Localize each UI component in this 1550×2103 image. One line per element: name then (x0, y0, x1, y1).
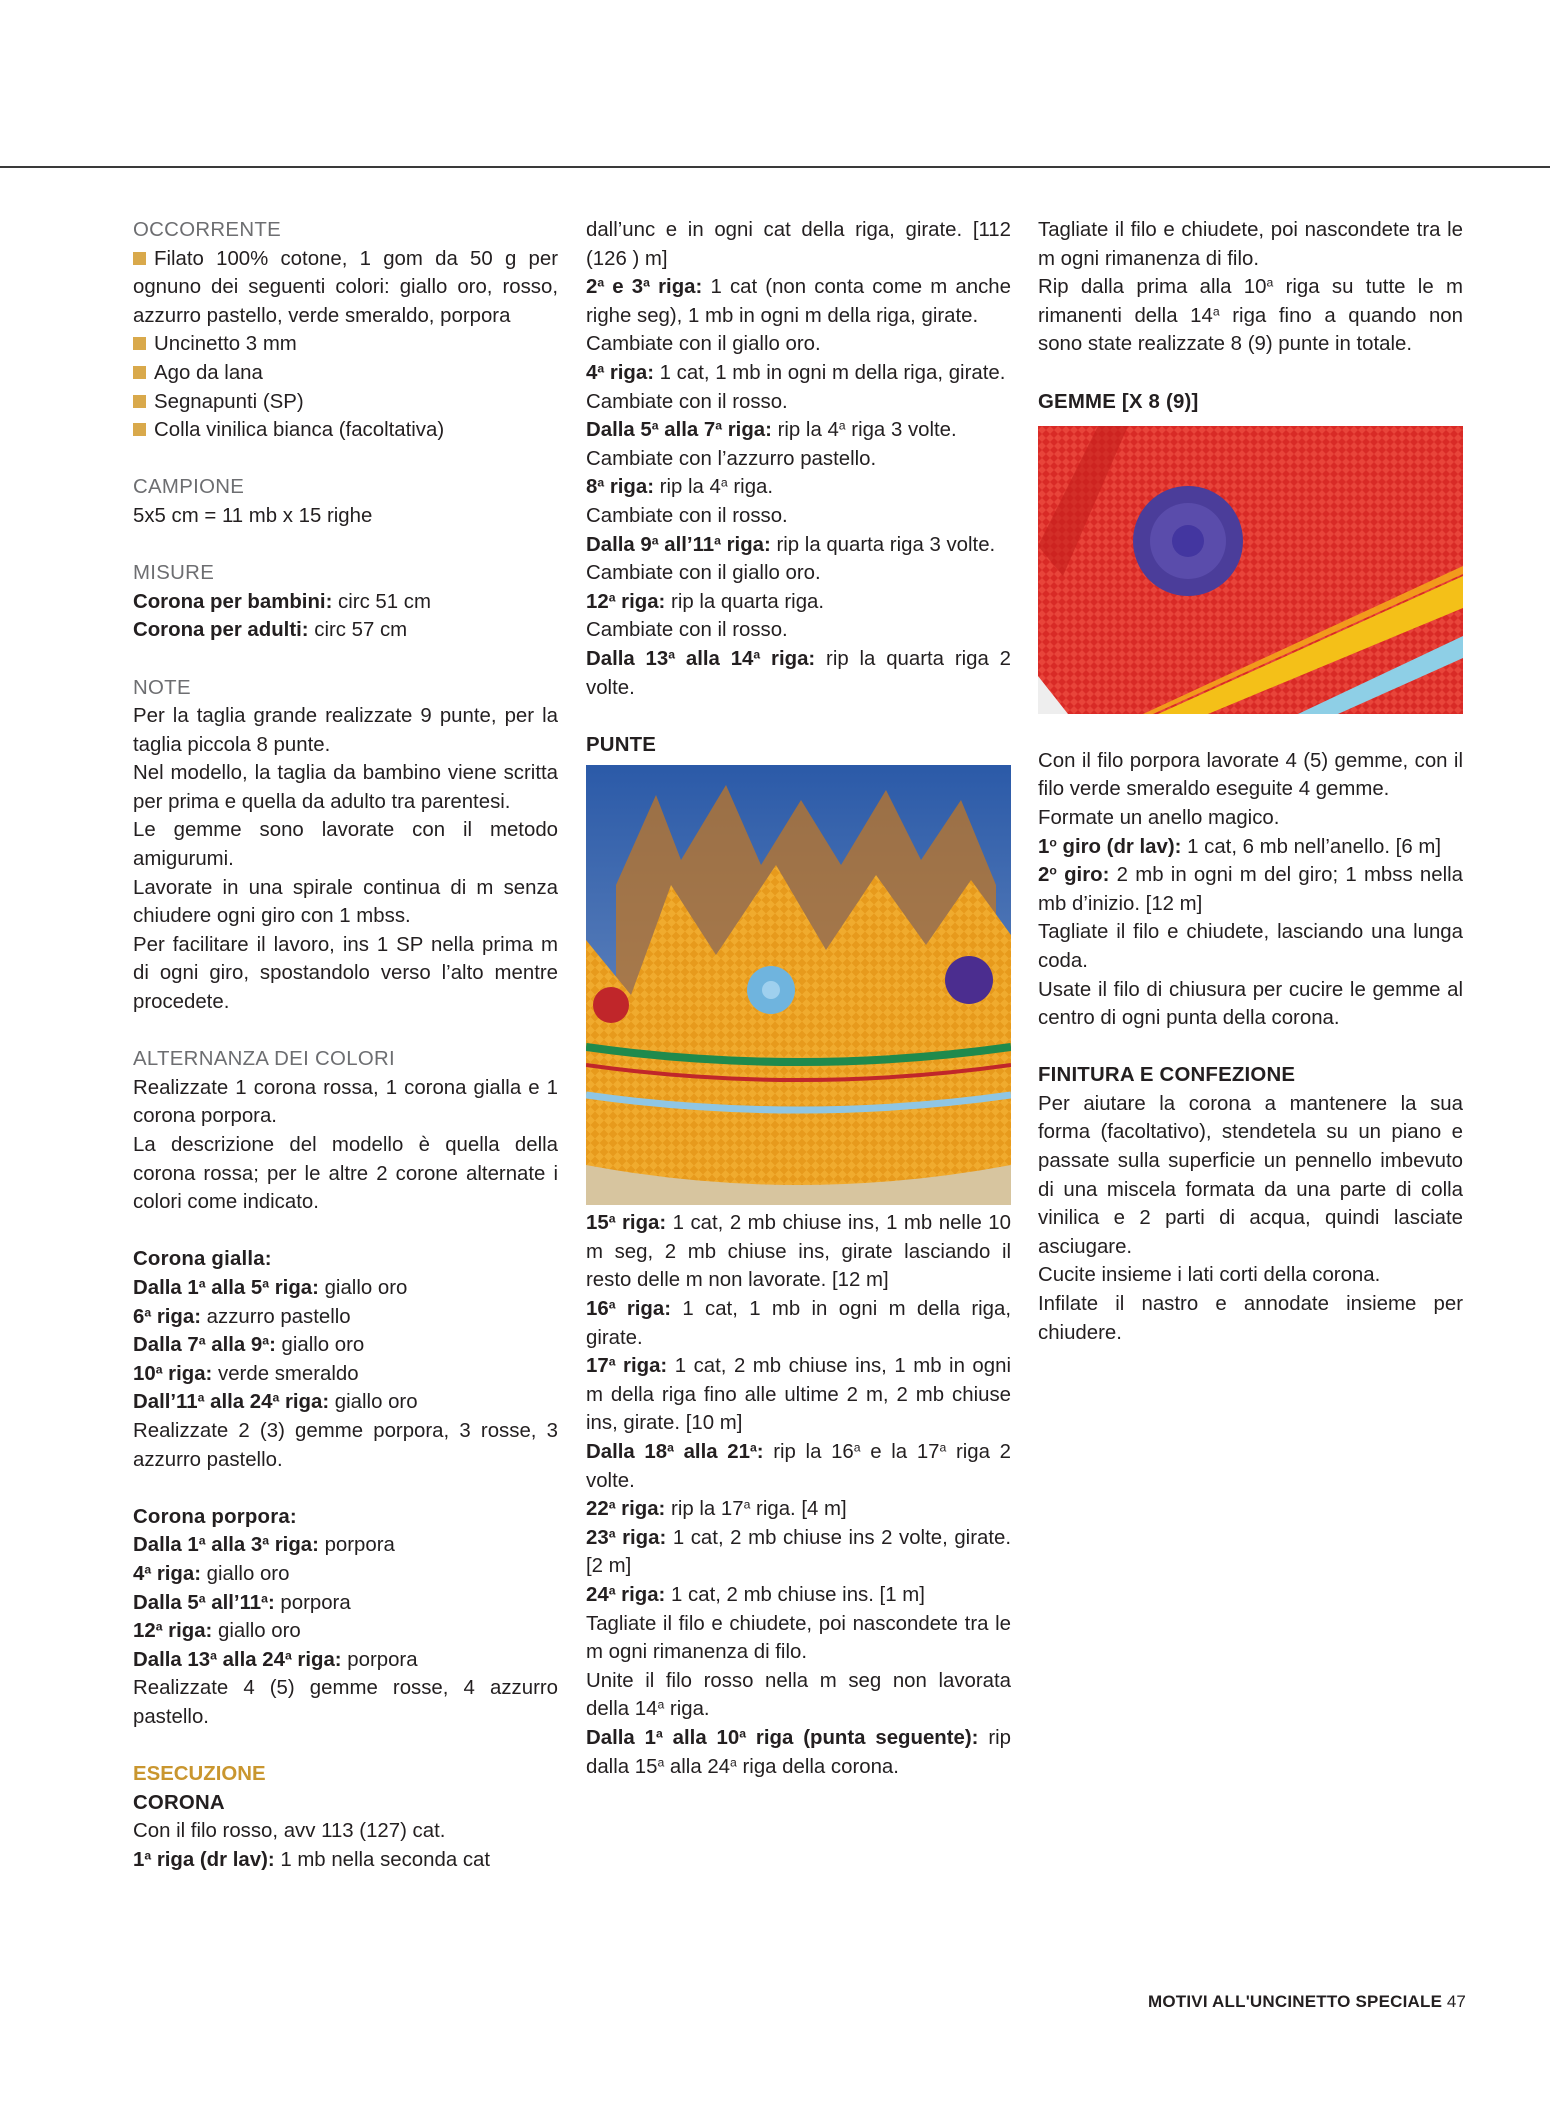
corona-porpora-title: Corona porpora: (133, 1505, 297, 1528)
square-bullet-icon (133, 395, 146, 408)
instruction-row: 12$^a$ riga: giallo oro (133, 1619, 301, 1643)
esecuzione-text: Con il filo rosso, avv 113 (127) cat. (133, 1820, 446, 1843)
list-item: Segnapunti (SP) (133, 388, 558, 417)
instruction-row: 10$^a$ riga: verde smeraldo (133, 1362, 359, 1385)
page-number: 47 (1446, 1992, 1466, 2011)
gemme-text: Tagliate il filo e chiudete, lasciando una lunga coda. (1038, 921, 1463, 972)
section-title-finitura: FINITURA E CONFEZIONE (1038, 1064, 1296, 1087)
instruction-row: 1$^o$ giro (dr lav): 1 cat, 6 mb nell’anello. [6 m] (1038, 834, 1441, 858)
instruction-row: Dalla 1$^a$ alla 10$^a$ riga (punta seguente): rip dalla 15$^a$ alla 24$^a$ riga della corona. (586, 1726, 1012, 1778)
instruction-row: Dalla 13$^a$ alla 14$^a$ riga: rip la quarta riga 2 volte. (586, 647, 1011, 699)
section-title-gemme: GEMME [X 8 (9)] (1038, 390, 1199, 413)
gemme-text: Con il filo porpora lavorate 4 (5) gemme, con il filo verde smeraldo eseguite 4 gemme. (1038, 749, 1463, 801)
section-title-esecuzione: ESECUZIONE (133, 1763, 266, 1786)
instruction-row: 15$^a$ riga: 1 cat, 2 mb chiuse ins, 1 mb nelle 10 m seg, 2 mb chiuse ins, girate lasciando il resto delle m non lavorate. [12 m] (586, 1211, 1011, 1292)
instruction-row: Dalla 1$^a$ alla 5$^a$ riga: giallo oro (133, 1276, 408, 1299)
subsection-title-corona: CORONA (133, 1791, 225, 1814)
crown-photo (586, 765, 1011, 1205)
gemme-text: Formate un anello magico. (1038, 806, 1280, 829)
instruction-row: 23$^a$ riga: 1 cat, 2 mb chiuse ins 2 volte, girate. [2 m] (586, 1526, 1011, 1578)
square-bullet-icon (133, 337, 146, 350)
instruction-row: 8$^a$ riga: rip la 4$^a$ riga. (586, 475, 774, 499)
alternanza-paragraph: La descrizione del modello è quella della corona rossa; per le altre 2 corone alternate i colori come indicato. (133, 1134, 558, 1214)
instruction-row: 2$^o$ giro: 2 mb in ogni m del giro; 1 mbss nella mb d’inizio. [12 m] (1038, 863, 1463, 915)
finitura-text: Per aiutare la corona a mantenere la sua forma (facoltativo), stendetela su un piano e passate sulla superficie un pennello imbevuto di una miscela formata da una parte di colla vinilica e 2 parti di acqua, quindi lasciate asciugare. (1038, 1092, 1463, 1258)
list-item: Uncinetto 3 mm (133, 330, 558, 359)
instruction-row: 6$^a$ riga: azzurro pastello (133, 1304, 351, 1328)
section-title-punte: PUNTE (586, 733, 657, 756)
instruction-row: Dalla 1$^a$ alla 3$^a$ riga: porpora (133, 1533, 395, 1557)
instruction-text: Rip dalla prima alla 10$^a$ riga su tutte le m rimanenti della 14$^a$ riga fino a quando non sono state realizzate 8 (9) punte in totale. (1038, 275, 1463, 356)
instruction-row: Dalla 9$^a$ all’11$^a$ riga: rip la quarta riga 3 volte. (586, 532, 996, 556)
instruction-row: 2$^a$ e 3$^a$ riga: 1 cat (non conta come m anche righe seg), 1 mb in ogni m della riga, girate. (586, 275, 1011, 327)
instruction-row: Dalla 18$^a$ alla 21$^a$: rip la 16$^a$ e la 17$^a$ riga 2 volte. (586, 1440, 1011, 1492)
corona-gialla-note: Realizzate 2 (3) gemme porpora, 3 rosse, 3 azzurro pastello. (133, 1419, 558, 1471)
page-footer (1148, 1992, 1466, 2012)
list-item: Ago da lana (133, 359, 558, 388)
note-paragraph: Per la taglia grande realizzate 9 punte, per la taglia piccola 8 punte. (133, 705, 558, 756)
instruction-row: 12$^a$ riga: rip la quarta riga. (586, 590, 825, 613)
square-bullet-icon (133, 252, 146, 265)
alternanza-paragraph: Realizzate 1 corona rossa, 1 corona gialla e 1 corona porpora. (133, 1076, 558, 1128)
color-change: Cambiate con l’azzurro pastello. (586, 447, 877, 470)
section-title-campione: CAMPIONE (133, 476, 245, 499)
color-change: Cambiate con il rosso. (586, 390, 788, 413)
note-paragraph: Lavorate in una spirale continua di m senza chiudere ogni giro con 1 mbss. (133, 876, 558, 928)
color-change: Cambiate con il giallo oro. (586, 562, 821, 585)
instruction-row: 22$^a$ riga: rip la 17$^a$ riga. [4 m] (586, 1497, 847, 1521)
instruction-text: Tagliate il filo e chiudete, poi nascondete tra le m ogni rimanenza di filo. (586, 1612, 1011, 1664)
misure-row: Corona per bambini: circ 51 cm (133, 590, 431, 613)
misure-row: Corona per adulti: circ 57 cm (133, 619, 408, 642)
instruction-row: Dalla 7$^a$ alla 9$^a$: giallo oro (133, 1333, 365, 1357)
instruction-row: 16$^a$ riga: 1 cat, 1 mb in ogni m della riga, girate. (586, 1297, 1011, 1349)
column-3 (1038, 216, 1463, 1347)
instruction-row: 24$^a$ riga: 1 cat, 2 mb chiuse ins. [1 m] (586, 1583, 925, 1606)
section-title-occorrente: OCCORRENTE (133, 219, 282, 241)
note-paragraph: Le gemme sono lavorate con il metodo amigurumi. (133, 819, 558, 871)
gem-photo (1038, 426, 1463, 714)
instruction-row: 1$^a$ riga (dr lav): 1 mb nella seconda cat (133, 1848, 491, 1871)
column-1 (133, 216, 558, 1874)
section-title-note: NOTE (133, 676, 191, 699)
color-change: Cambiate con il giallo oro. (586, 333, 821, 356)
note-paragraph: Per facilitare il lavoro, ins 1 SP nella prima m di ogni giro, spostandolo verso l’alto mentre procedete. (133, 933, 558, 1014)
corona-gialla-title: Corona gialla: (133, 1248, 272, 1271)
campione-text: 5x5 cm = 11 mb x 15 righe (133, 504, 373, 527)
list-item: Filato 100% cotone, 1 gom da 50 g per ognuno dei seguenti colori: giallo oro, rosso, azzurro pastello, verde smeraldo, porpora (133, 247, 558, 327)
instruction-row: Dall’11$^a$ alla 24$^a$ riga: giallo oro (133, 1390, 418, 1414)
instruction-text: Unite il filo rosso nella m seg non lavorata della 14$^a$ riga. (586, 1669, 1011, 1721)
finitura-text: Cucite insieme i lati corti della corona. (1038, 1264, 1381, 1287)
instruction-row: 4$^a$ riga: 1 cat, 1 mb in ogni m della riga, girate. (586, 361, 1006, 384)
color-change: Cambiate con il rosso. (586, 619, 788, 642)
gemme-text: Usate il filo di chiusura per cucire le gemme al centro di ogni punta della corona. (1038, 978, 1463, 1030)
column-2 (586, 216, 1011, 1781)
color-change: Cambiate con il rosso. (586, 504, 788, 527)
instruction-row: 17$^a$ riga: 1 cat, 2 mb chiuse ins, 1 mb in ogni m della riga fino alle ultime 2 m, 2 mb chiuse ins, girate. [10 m] (586, 1354, 1011, 1435)
instruction-row: Dalla 5$^a$ all’11$^a$: porpora (133, 1590, 351, 1614)
instruction-row: Dalla 13$^a$ alla 24$^a$ riga: porpora (133, 1647, 418, 1671)
square-bullet-icon (133, 423, 146, 436)
finitura-text: Infilate il nastro e annodate insieme per chiudere. (1038, 1293, 1463, 1344)
note-paragraph: Nel modello, la taglia da bambino viene scritta per prima e quella da adulto tra parentesi. (133, 762, 558, 813)
top-rule (0, 166, 1550, 168)
instruction-text: Tagliate il filo e chiudete, poi nascondete tra le m ogni rimanenza di filo. (1038, 219, 1463, 270)
instruction-row: Dalla 5$^a$ alla 7$^a$ riga: rip la 4$^a$ riga 3 volte. (586, 418, 957, 442)
corona-porpora-note: Realizzate 4 (5) gemme rosse, 4 azzurro pastello. (133, 1677, 558, 1728)
magazine-title: MOTIVI ALL'UNCINETTO SPECIALE (1148, 1992, 1443, 2011)
square-bullet-icon (133, 366, 146, 379)
instruction-row: 4$^a$ riga: giallo oro (133, 1562, 290, 1585)
section-title-alternanza: ALTERNANZA DEI COLORI (133, 1048, 395, 1071)
section-title-misure: MISURE (133, 562, 215, 585)
list-item: Colla vinilica bianca (facoltativa) (133, 416, 558, 445)
instruction-continuation: dall’unc e in ogni cat della riga, girate. [112 (126 ) m] (586, 219, 1011, 270)
